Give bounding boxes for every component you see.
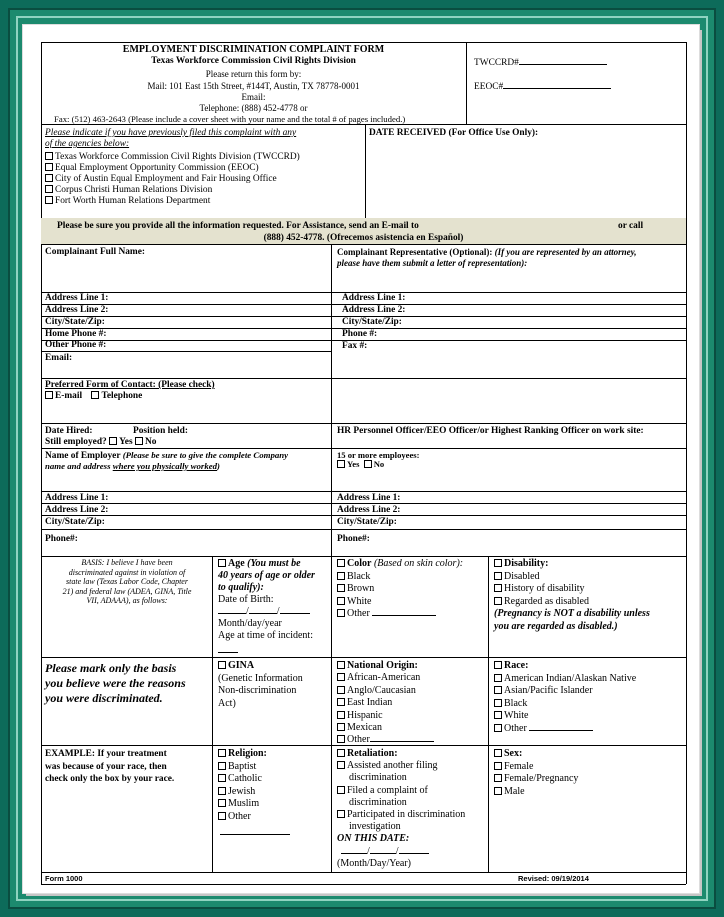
preferred-contact-label: Preferred Form of Contact: (Please check) bbox=[45, 380, 215, 390]
checkbox[interactable] bbox=[45, 196, 53, 204]
checkbox[interactable] bbox=[494, 686, 502, 694]
dob-blank[interactable]: / / bbox=[218, 606, 315, 618]
checkbox[interactable] bbox=[494, 699, 502, 707]
agency-option[interactable]: Corpus Christi Human Relations Division bbox=[45, 184, 300, 197]
rep-address2: Address Line 2: bbox=[342, 305, 406, 315]
form-title: EMPLOYMENT DISCRIMINATION COMPLAINT FORM bbox=[122, 44, 385, 55]
retaliation-date-blank[interactable]: / / bbox=[337, 846, 465, 858]
employer-note: name and address where you physically worked) bbox=[45, 461, 220, 471]
checkbox[interactable] bbox=[494, 661, 502, 669]
representative-label: Complainant Representative (Optional): (If you are represented by an attorney, bbox=[337, 247, 637, 257]
checkbox[interactable] bbox=[494, 597, 502, 605]
agency-option[interactable]: City of Austin Equal Employment and Fair Housing Office bbox=[45, 173, 300, 186]
agency-option[interactable]: Texas Workforce Commission Civil Rights Division (TWCCRD) bbox=[45, 151, 300, 164]
rule bbox=[331, 340, 686, 341]
gina-block: GINA (Genetic Information Non-discrimination Act) bbox=[218, 660, 303, 709]
complainant-email: Email: bbox=[45, 353, 73, 363]
agencies-list bbox=[45, 151, 300, 208]
national-origin-block: National Origin: African-American Anglo/Caucasian East Indian Hispanic Mexican Other bbox=[337, 660, 434, 747]
checkbox[interactable] bbox=[494, 774, 502, 782]
hr-address2: Address Line 2: bbox=[337, 505, 401, 515]
checkbox[interactable] bbox=[337, 749, 345, 757]
banner-or-call: or call bbox=[618, 221, 644, 231]
rule bbox=[41, 448, 686, 449]
checkbox[interactable] bbox=[337, 786, 345, 794]
rep-address1: Address Line 1: bbox=[342, 293, 406, 303]
checkbox[interactable] bbox=[337, 711, 345, 719]
agency-name: Texas Workforce Commission Civil Rights Division bbox=[151, 56, 356, 66]
checkbox[interactable] bbox=[218, 774, 226, 782]
date-received-label: DATE RECEIVED (For Office Use Only): bbox=[369, 128, 539, 138]
age-block: Age (You must be 40 years of age or older to qualify): Date of Birth: / / Month/day/year Age at time of incident: bbox=[218, 558, 315, 657]
banner-line1: Please be sure you provide all the information requested. For Assistance, send an E-mail to bbox=[57, 221, 419, 231]
checkbox[interactable] bbox=[218, 762, 226, 770]
checkbox[interactable] bbox=[494, 724, 502, 732]
hr-officer-label: HR Personnel Officer/EEO Officer/or Highest Ranking Officer on work site: bbox=[337, 426, 644, 436]
checkbox[interactable] bbox=[494, 674, 502, 682]
checkbox[interactable] bbox=[218, 812, 226, 820]
rule bbox=[331, 556, 332, 872]
contact-options bbox=[45, 391, 142, 402]
color-block: Color (Based on skin color): Black Brown White Other bbox=[337, 558, 463, 621]
checkbox[interactable] bbox=[337, 761, 345, 769]
checkbox[interactable] bbox=[45, 391, 53, 399]
checkbox[interactable] bbox=[494, 711, 502, 719]
checkbox[interactable] bbox=[45, 185, 53, 193]
rule bbox=[41, 872, 686, 873]
checkbox[interactable] bbox=[494, 787, 502, 795]
position-label: Position held: bbox=[133, 426, 188, 436]
rule bbox=[686, 42, 687, 884]
checkbox[interactable] bbox=[218, 661, 226, 669]
basis-statement: BASIS: I believe I have been discriminated against in violation of state law (Texas Labor Code, Chapter 21) and federal law (ADEA, GINA, Title VII, ADAAA), as follows: bbox=[62, 558, 192, 606]
checkbox[interactable] bbox=[45, 163, 53, 171]
checkbox[interactable] bbox=[494, 559, 502, 567]
email-line: Email: bbox=[241, 92, 266, 102]
retaliation-block: Retaliation: Assisted another filing discrimination Filed a complaint of discrimination Participated in discrimination investigation ON THIS DATE: / / (Month/Day/Year) bbox=[337, 748, 466, 869]
employer-address2: Address Line 2: bbox=[45, 505, 109, 515]
contact-email-option[interactable]: E-mail bbox=[45, 391, 82, 401]
employer-label: Name of Employer (Please be sure to give the complete Company bbox=[45, 450, 289, 461]
rule bbox=[41, 657, 686, 658]
disability-block: Disability: Disabled History of disability Regarded as disabled (Pregnancy is NOT a disability unless you are regarded as disabled.) bbox=[494, 558, 650, 632]
rule bbox=[41, 42, 686, 43]
rule bbox=[41, 42, 42, 884]
agencies-intro-1: Please indicate if you have previously filed this complaint with any bbox=[45, 128, 297, 138]
hr-city: City/State/Zip: bbox=[337, 517, 397, 527]
rule bbox=[41, 378, 686, 379]
telephone-line: Telephone: (888) 452-4778 or bbox=[199, 103, 308, 113]
checkbox[interactable] bbox=[91, 391, 99, 399]
rule bbox=[41, 491, 686, 492]
checkbox[interactable] bbox=[337, 723, 345, 731]
checkbox[interactable] bbox=[337, 686, 345, 694]
example-note: EXAMPLE: If your treatment was because of your race, then check only the box by your race. bbox=[45, 749, 175, 784]
agencies-intro-2: of the agencies below: bbox=[45, 139, 130, 149]
checkbox[interactable] bbox=[494, 749, 502, 757]
hr-phone: Phone#: bbox=[337, 534, 370, 544]
agency-option[interactable]: Equal Employment Opportunity Commission (EEOC) bbox=[45, 162, 300, 175]
complainant-name-label: Complainant Full Name: bbox=[45, 247, 146, 257]
rep-phone: Phone #: bbox=[342, 329, 378, 339]
rep-fax: Fax #: bbox=[342, 341, 368, 351]
employer-phone: Phone#: bbox=[45, 534, 78, 544]
still-employed: Still employed? Yes No bbox=[45, 437, 157, 447]
complainant-address1: Address Line 1: bbox=[45, 293, 109, 303]
rule bbox=[488, 556, 489, 872]
mark-only-note: Please mark only the basis you believe were the reasons you were discriminated. bbox=[45, 661, 186, 705]
rule bbox=[466, 42, 467, 124]
checkbox[interactable] bbox=[337, 609, 345, 617]
complainant-other-phone: Other Phone #: bbox=[45, 340, 107, 350]
rule bbox=[41, 351, 331, 352]
checkbox[interactable] bbox=[218, 749, 226, 757]
rule bbox=[41, 884, 686, 885]
checkbox[interactable] bbox=[337, 810, 345, 818]
checkbox[interactable] bbox=[109, 437, 117, 445]
rule bbox=[41, 124, 686, 125]
twccrd-label: TWCCRD# bbox=[474, 58, 519, 68]
rule bbox=[41, 529, 686, 530]
checkbox[interactable] bbox=[337, 735, 345, 743]
rule bbox=[41, 423, 686, 424]
checkbox[interactable] bbox=[337, 572, 345, 580]
checkbox[interactable] bbox=[337, 597, 345, 605]
checkbox[interactable] bbox=[337, 584, 345, 592]
rule bbox=[41, 244, 686, 245]
hr-address1: Address Line 1: bbox=[337, 493, 401, 503]
rep-city: City/State/Zip: bbox=[342, 317, 402, 327]
checkbox[interactable] bbox=[337, 460, 345, 468]
checkbox[interactable] bbox=[494, 572, 502, 580]
checkbox[interactable] bbox=[45, 152, 53, 160]
representative-note: please have them submit a letter of representation): bbox=[337, 258, 528, 268]
fax-line: Fax: (512) 463-2643 (Please include a cover sheet with your name and the total # of pages included.) bbox=[54, 114, 406, 124]
religion-block: Religion: Baptist Catholic Jewish Muslim Other bbox=[218, 748, 290, 839]
checkbox[interactable] bbox=[218, 787, 226, 795]
complainant-home-phone: Home Phone #: bbox=[45, 329, 107, 339]
sex-block: Sex: Female Female/Pregnancy Male bbox=[494, 748, 578, 798]
return-line: Please return this form by: bbox=[205, 69, 302, 79]
complainant-city: City/State/Zip: bbox=[45, 317, 105, 327]
eeoc-label: EEOC# bbox=[474, 82, 504, 92]
checkbox[interactable] bbox=[337, 559, 345, 567]
rule bbox=[212, 556, 213, 872]
twccrd-field[interactable] bbox=[474, 58, 607, 69]
checkbox[interactable] bbox=[45, 174, 53, 182]
employer-city: City/State/Zip: bbox=[45, 517, 105, 527]
contact-phone-option[interactable]: Telephone bbox=[91, 391, 142, 401]
checkbox[interactable] bbox=[135, 437, 143, 445]
checkbox[interactable] bbox=[218, 799, 226, 807]
revised-date: Revised: 09/19/2014 bbox=[518, 874, 589, 883]
form-number: Form 1000 bbox=[45, 874, 83, 883]
fifteen-options: Yes No bbox=[337, 459, 384, 470]
race-block: Race: American Indian/Alaskan Native Asian/Pacific Islander Black White Other bbox=[494, 660, 636, 736]
agency-option[interactable]: Fort Worth Human Relations Department bbox=[45, 195, 300, 208]
employer-address1: Address Line 1: bbox=[45, 493, 109, 503]
checkbox[interactable] bbox=[494, 762, 502, 770]
rule bbox=[331, 244, 332, 556]
checkbox[interactable] bbox=[337, 661, 345, 669]
checkbox[interactable] bbox=[494, 584, 502, 592]
checkbox[interactable] bbox=[364, 460, 372, 468]
fifteen-label: 15 or more employees: bbox=[337, 450, 420, 460]
date-hired-label: Date Hired: bbox=[45, 426, 93, 436]
rule bbox=[365, 124, 366, 218]
checkbox[interactable] bbox=[218, 559, 226, 567]
mail-line: Mail: 101 East 15th Street, #144T, Austin, TX 78778-0001 bbox=[147, 81, 360, 91]
complainant-address2: Address Line 2: bbox=[45, 305, 109, 315]
rule bbox=[41, 556, 686, 557]
checkbox[interactable] bbox=[337, 698, 345, 706]
banner-line2: (888) 452-4778. (Ofrecemos asistencia en Español) bbox=[263, 233, 464, 243]
eeoc-field[interactable] bbox=[474, 82, 611, 93]
checkbox[interactable] bbox=[337, 673, 345, 681]
